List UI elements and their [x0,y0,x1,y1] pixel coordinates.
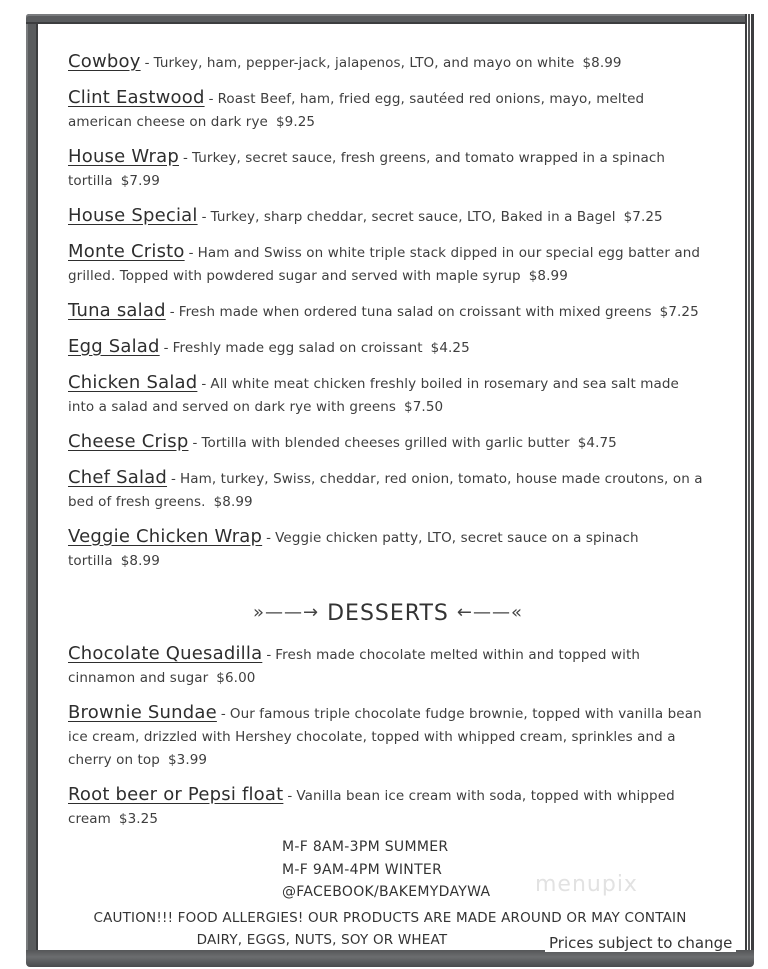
item-price: $6.00 [216,670,256,686]
hours-summer: M-F 8AM-3PM SUMMER [282,839,449,855]
item-separator: - [201,376,207,392]
item-price: $4.75 [577,435,617,451]
item-name: Root beer or Pepsi float [68,784,284,805]
item-price: $7.50 [404,399,444,415]
item-name: Cowboy [68,51,141,72]
item-description: Turkey, secret sauce, fresh greens, and tomato wrapped in a spinach tortilla [68,150,666,189]
item-separator: - [208,91,214,107]
item-description: Turkey, sharp cheddar, secret sauce, LTO, Baked in a Bagel [210,209,616,225]
item-name: Egg Salad [68,336,160,357]
menu-content [68,50,708,842]
item-name: House Special [68,205,198,226]
dessert-item-brownie-sundae [68,701,708,772]
item-separator: - [169,304,175,320]
item-name: Cheese Crisp [68,431,189,452]
item-description: Ham and Swiss on white triple stack dipped in our special egg batter and grilled. Topped with powdered sugar and served with maple syrup [68,245,701,284]
item-separator: - [192,435,198,451]
item-price: $8.99 [120,553,160,569]
item-description: Vanilla bean ice cream with soda, topped with whipped cream [68,788,675,827]
section-title: DESSERTS [327,601,449,626]
frame-border-top [26,14,754,24]
frame-border-right [745,14,754,959]
menu-item-egg-salad [68,335,708,360]
menu-item-monte-cristo [68,240,708,288]
menu-item-cheese-crisp [68,430,708,455]
facebook-handle: @FACEBOOK/BAKEMYDAYWA [282,884,491,900]
sandwich-list [68,50,708,573]
item-description: Turkey, ham, pepper-jack, jalapenos, LTO, and mayo on white [153,55,575,71]
item-price: $7.25 [659,304,699,320]
item-price: $3.99 [167,752,208,768]
item-description: Roast Beef, ham, fried egg, sautéed red onions, mayo, melted american cheese on dark rye [68,91,645,130]
item-name: Chicken Salad [68,372,198,393]
item-separator: - [201,209,207,225]
item-description: Freshly made egg salad on croissant [172,340,423,356]
dessert-item-chocolate-quesadilla [68,642,708,690]
menu-item-house-wrap [68,145,708,193]
item-separator: - [163,340,169,356]
item-name: Brownie Sundae [68,702,217,723]
item-separator: - [220,706,226,722]
frame-border-bottom [26,950,754,967]
frame-border-left [26,14,38,964]
item-separator: - [171,471,177,487]
dessert-list [68,642,708,831]
item-price: $7.99 [120,173,160,189]
arrow-left-icon: ←——« [456,602,523,623]
desserts-heading [68,601,708,626]
menu-item-clint-eastwood [68,86,708,134]
item-name: Chef Salad [68,467,168,488]
item-description: Our famous triple chocolate fudge brownie, topped with vanilla bean ice cream, drizzled with Hershey chocolate, topped with whipped cream, sprinkles and a cherry on top [68,706,702,768]
item-separator: - [266,530,272,546]
watermark: menupix [535,872,638,897]
caution-line-1: CAUTION!!! FOOD ALLERGIES! OUR PRODUCTS ARE MADE AROUND OR MAY CONTAIN [93,910,687,926]
item-price: $8.99 [582,55,622,71]
item-description: Ham, turkey, Swiss, cheddar, red onion, tomato, house made croutons, on a bed of fresh greens. [68,471,703,510]
item-price: $9.25 [275,114,316,130]
item-description: Veggie chicken patty, LTO, secret sauce on a spinach tortilla [68,530,639,569]
hours-winter: M-F 9AM-4PM WINTER [282,861,443,878]
item-price: $8.99 [528,268,568,284]
item-description: Fresh made when ordered tuna salad on croissant with mixed greens [178,304,652,320]
item-name: Tuna salad [68,300,166,321]
item-description: All white meat chicken freshly boiled in rosemary and sea salt made into a salad and served on dark rye with greens [68,376,679,415]
item-description: Fresh made chocolate melted within and topped with cinnamon and sugar [68,647,641,686]
item-name: House Wrap [68,146,179,167]
price-disclaimer: Prices subject to change [545,934,736,952]
item-name: Chocolate Quesadilla [68,643,263,664]
menu-item-chicken-salad [68,371,708,419]
business-hours [282,836,490,904]
item-separator: - [144,55,150,71]
menu-item-chef-salad [68,466,708,514]
item-separator: - [188,245,194,261]
item-separator: - [287,788,293,804]
item-price: $3.25 [118,811,159,827]
menu-item-veggie-chicken-wrap [68,525,708,573]
item-separator: - [266,647,272,663]
item-name: Monte Cristo [68,241,185,262]
dessert-item-float [68,783,708,831]
caution-line-2: DAIRY, EGGS, NUTS, SOY OR WHEAT [196,932,448,948]
menu-item-cowboy [68,50,708,75]
arrow-right-icon: »——→ [253,602,320,623]
menu-item-tuna-salad [68,299,708,324]
item-separator: - [182,150,188,166]
item-price: $8.99 [213,494,253,510]
item-name: Veggie Chicken Wrap [68,526,263,547]
item-name: Clint Eastwood [68,87,205,108]
item-description: Tortilla with blended cheeses grilled with garlic butter [201,435,570,451]
item-price: $4.25 [430,340,470,356]
menu-item-house-special [68,204,708,229]
item-price: $7.25 [623,209,663,225]
